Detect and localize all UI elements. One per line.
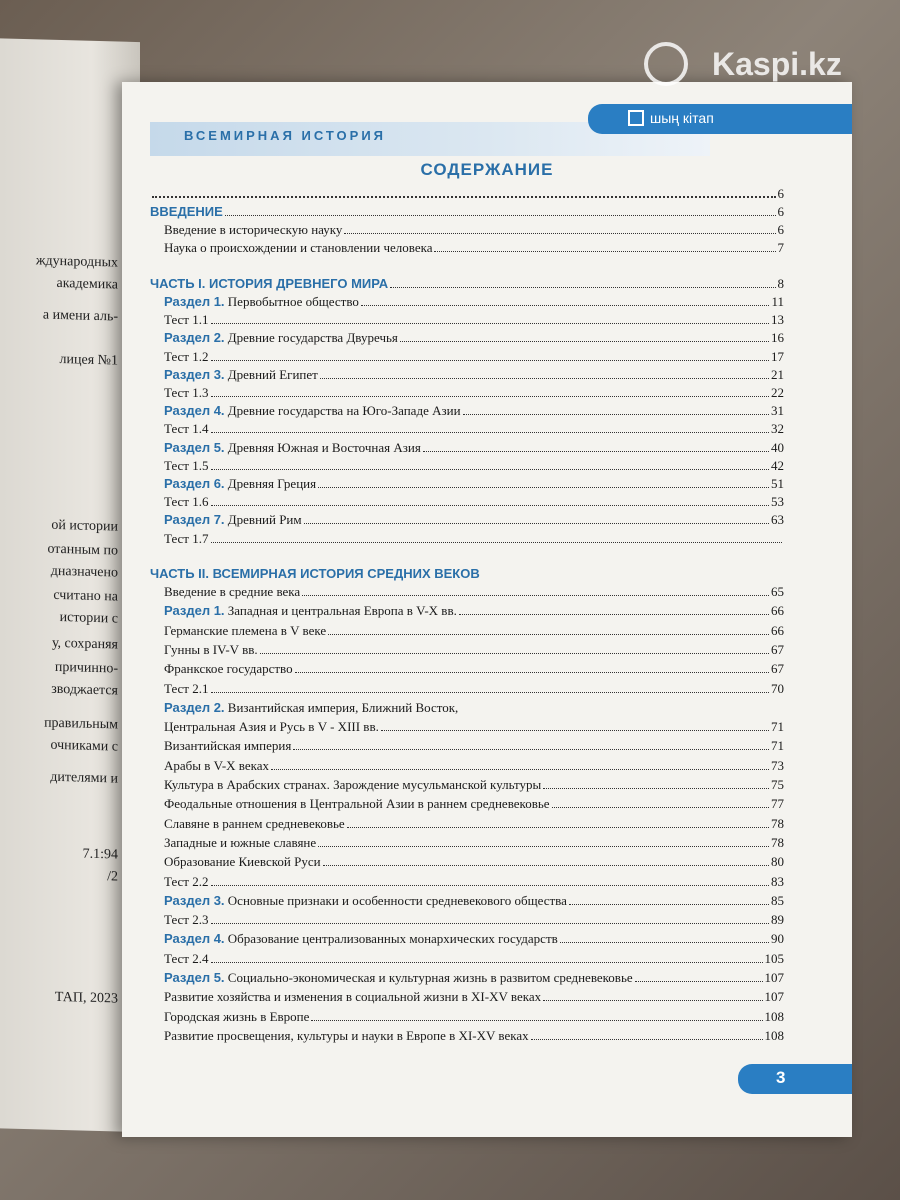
toc-entry-label: Тест 2.4 <box>164 950 209 966</box>
toc-entry-label: ЧАСТЬ II. ВСЕМИРНАЯ ИСТОРИЯ СРЕДНИХ ВЕКОВ <box>150 566 480 581</box>
toc-page-number: 89 <box>771 912 784 928</box>
toc-entry-label: Древняя Южная и Восточная Азия <box>227 439 421 455</box>
toc-section-number: Раздел 1. <box>164 603 225 619</box>
toc-entry-label: Византийская империя, Ближний Восток, <box>227 699 459 715</box>
dot-leader <box>423 451 769 452</box>
book-logo-icon <box>628 110 644 126</box>
toc-entry <box>150 566 784 581</box>
dot-leader <box>434 251 775 252</box>
toc-entry <box>164 835 784 851</box>
dot-leader <box>320 378 769 379</box>
toc-entry-label: Тест 1.7 <box>164 530 209 546</box>
toc-entry-label: Наука о происхождении и становлении человека <box>164 240 433 255</box>
kaspi-logo-icon <box>644 42 688 86</box>
toc-entry-label: Образование Киевской Руси <box>164 854 321 870</box>
toc-entry <box>164 681 784 697</box>
dot-leader <box>304 523 769 524</box>
publisher-badge <box>588 104 852 134</box>
left-page-text-line: отанным по <box>47 541 118 559</box>
left-page-text-line: академика <box>56 275 118 293</box>
dot-leader <box>543 1000 762 1001</box>
dot-leader <box>293 749 769 750</box>
toc-page-number: 78 <box>771 834 784 850</box>
toc-entry <box>164 661 784 677</box>
toc-entry <box>164 403 784 419</box>
toc-entry-label: ЧАСТЬ I. ИСТОРИЯ ДРЕВНЕГО МИРА <box>150 276 389 291</box>
dot-leader <box>211 323 770 324</box>
toc-entry-label: Древняя Греция <box>227 476 317 491</box>
toc-entry-label: Славяне в раннем средневековье <box>164 815 345 831</box>
toc-page-number: 66 <box>771 622 784 638</box>
toc-page-number: 80 <box>771 854 784 870</box>
dot-leader <box>211 396 770 397</box>
toc-entry <box>164 816 784 832</box>
toc-page-number: 8 <box>777 276 784 291</box>
toc-entry <box>164 330 784 346</box>
toc-entry <box>164 700 784 716</box>
toc-entry-label: Развитие хозяйства и изменения в социальной жизни в XI-XV веках <box>164 989 542 1005</box>
dot-leader <box>211 542 783 543</box>
toc-page-number: 77 <box>771 796 784 812</box>
left-page-text-line: ой истории <box>51 517 118 535</box>
toc-entry-label: Тест 1.4 <box>164 421 209 437</box>
toc-page-number: 51 <box>771 476 784 491</box>
left-page-text-line: дителями и <box>50 769 118 787</box>
publisher-name: шың кітап <box>650 110 714 126</box>
left-page-text-line: ТАП, 2023 <box>54 989 118 1007</box>
left-page-text-line: лицея №1 <box>59 351 118 369</box>
dot-leader <box>318 846 769 847</box>
toc-entry <box>164 623 784 639</box>
page-number: 3 <box>776 1068 786 1087</box>
left-page-text-line: правильным <box>44 715 118 733</box>
toc-page-number: 71 <box>771 719 784 735</box>
left-page-text-line: ждународных <box>35 253 118 271</box>
toc-entry <box>150 186 784 202</box>
toc-entry <box>150 204 784 220</box>
left-page-text-line: у, сохраняя <box>51 635 118 653</box>
dot-leader <box>318 487 769 488</box>
toc-entry <box>164 458 784 474</box>
dot-leader <box>211 923 770 924</box>
toc-entry <box>164 989 784 1005</box>
toc-entry <box>164 777 784 793</box>
toc-section-number: Раздел 4. <box>164 403 225 419</box>
toc-entry <box>164 240 784 256</box>
toc-page-number: 85 <box>771 892 784 908</box>
toc-entry-label: Образование централизованных монархических государств <box>227 931 558 947</box>
toc-section-number: Раздел 3. <box>164 366 225 382</box>
toc-page-number: 70 <box>771 680 784 696</box>
left-page-text-line: /2 <box>107 869 118 885</box>
toc-entry <box>164 584 784 600</box>
dot-leader <box>323 865 769 866</box>
toc-page-number: 31 <box>771 403 784 419</box>
toc-entry-label: Древние государства на Юго-Западе Азии <box>227 403 461 419</box>
toc-entry <box>164 1028 784 1044</box>
toc-entry <box>164 421 784 437</box>
dot-leader <box>211 505 770 506</box>
toc-entry <box>164 367 784 383</box>
dot-leader <box>552 807 769 808</box>
watermark-text: Kaspi.kz <box>712 46 842 82</box>
toc-page-number: 40 <box>771 439 784 455</box>
toc-page-number: 73 <box>771 757 784 773</box>
toc-entry-label: Первобытное общество <box>227 294 359 309</box>
toc-entry-label: Византийская империя <box>164 738 292 754</box>
toc-page-number: 83 <box>771 873 784 889</box>
toc-section-number: Раздел 2. <box>164 699 225 715</box>
toc-entry <box>164 912 784 928</box>
toc-entry <box>150 276 784 292</box>
toc-page-number: 67 <box>771 641 784 657</box>
left-page-text-line: 7.1:94 <box>82 846 118 863</box>
dot-leader <box>569 904 769 905</box>
toc-entry <box>164 719 784 735</box>
dot-leader <box>295 672 769 673</box>
dot-leader <box>211 360 770 361</box>
toc-section-number: Раздел 6. <box>164 476 225 491</box>
dot-leader <box>361 305 770 306</box>
toc-section-number: Раздел 5. <box>164 439 225 455</box>
toc-entry-label: Тест 1.2 <box>164 348 209 364</box>
toc-entry <box>164 512 784 528</box>
dot-leader <box>211 692 770 693</box>
toc-entry <box>164 931 784 947</box>
toc-entry-label: Арабы в V-X веках <box>164 757 270 773</box>
toc-section-number: Раздел 3. <box>164 892 225 908</box>
toc-entry <box>164 854 784 870</box>
toc-entry-label: Развитие просвещения, культуры и науки в Европе в XI-XV веках <box>164 1027 529 1043</box>
toc-section-number: Раздел 4. <box>164 931 225 947</box>
dot-leader <box>463 414 769 415</box>
dot-leader <box>344 233 775 234</box>
toc-entry-label: Тест 2.3 <box>164 912 209 928</box>
toc-page-number: 108 <box>764 1027 784 1043</box>
toc-page-number: 63 <box>771 512 784 528</box>
dot-leader <box>211 962 763 963</box>
toc-entry-label: Введение в средние века <box>164 584 301 599</box>
toc-entry <box>164 738 784 754</box>
dot-leader <box>211 885 770 886</box>
dot-leader <box>152 196 776 198</box>
toc-entry <box>164 603 784 619</box>
toc-title: СОДЕРЖАНИЕ <box>420 160 554 179</box>
dot-leader <box>459 614 769 615</box>
toc-entry <box>164 385 784 401</box>
toc-page-number: 6 <box>777 222 784 237</box>
left-book-page <box>0 38 140 1132</box>
toc-page-number: 71 <box>771 738 784 754</box>
toc-entry-label: Западная и центральная Европа в V-X вв. <box>227 603 457 619</box>
toc-section-number: Раздел 1. <box>164 294 225 309</box>
toc-entry <box>164 312 784 328</box>
toc-page-number: 16 <box>771 330 784 346</box>
toc-entry-label: Тест 1.6 <box>164 494 209 510</box>
toc-page-number: 107 <box>764 989 784 1005</box>
toc-entry <box>164 222 784 238</box>
toc-entry <box>164 796 784 812</box>
toc-page-number: 105 <box>764 950 784 966</box>
dot-leader <box>635 981 763 982</box>
toc-section-number: Раздел 5. <box>164 970 225 985</box>
dot-leader <box>271 769 769 770</box>
toc-page-number: 11 <box>771 294 784 309</box>
toc-page-number: 13 <box>771 312 784 328</box>
toc-page-number: 108 <box>764 1008 784 1024</box>
page-number-tab <box>738 1064 852 1094</box>
toc-entry-label: Городская жизнь в Европе <box>164 1008 310 1024</box>
toc-entry <box>164 874 784 890</box>
toc-page-number: 21 <box>771 366 784 382</box>
toc-page-number: 22 <box>771 385 784 400</box>
toc-page-number: 78 <box>771 815 784 831</box>
toc-page-number: 53 <box>771 494 784 510</box>
left-page-text-line: дназначено <box>50 563 118 581</box>
toc-entry-label: Древний Египет <box>227 366 318 382</box>
toc-entry <box>164 349 784 365</box>
toc-section-number: Раздел 7. <box>164 512 225 528</box>
dot-leader <box>302 595 769 596</box>
toc-page-number: 6 <box>777 186 784 201</box>
dot-leader <box>531 1039 763 1040</box>
toc-entry-label: Тест 1.1 <box>164 312 209 328</box>
toc-entry-label: Древний Рим <box>227 512 302 528</box>
toc-entry-label: ВВЕДЕНИЕ <box>150 204 223 219</box>
dot-leader <box>211 432 770 433</box>
toc-page-number: 90 <box>771 931 784 947</box>
toc-page-number: 75 <box>771 777 784 792</box>
toc-page-number: 66 <box>771 603 784 619</box>
toc-page-number: 42 <box>771 457 784 473</box>
toc-entry-label: Тест 2.1 <box>164 680 209 696</box>
toc-page-number: 65 <box>771 584 784 599</box>
toc-entry-label: Центральная Азия и Русь в V - XIII вв. <box>164 719 379 735</box>
dot-leader <box>311 1020 762 1021</box>
toc-page-number: 107 <box>764 970 784 985</box>
toc-entry <box>164 476 784 492</box>
toc-entry-label: Франкское государство <box>164 661 293 677</box>
dot-leader <box>260 653 769 654</box>
toc-entry <box>164 531 784 547</box>
toc-entry-label: Феодальные отношения в Центральной Азии в раннем средневековье <box>164 796 550 812</box>
toc-entry <box>164 970 784 986</box>
toc-entry-label: Основные признаки и особенности средневекового общества <box>227 892 567 908</box>
toc-entry <box>164 294 784 310</box>
series-title: ВСЕМИРНАЯ ИСТОРИЯ <box>184 128 387 143</box>
left-page-text-line: зводжается <box>51 681 118 699</box>
toc-page-number: 32 <box>771 421 784 437</box>
dot-leader <box>400 341 769 342</box>
toc-entry-label: Тест 1.5 <box>164 457 209 473</box>
left-page-text-line: а имени аль- <box>42 307 118 325</box>
toc-entry-label: Западные и южные славяне <box>164 834 317 850</box>
dot-leader <box>347 827 769 828</box>
toc-section-number: Раздел 2. <box>164 330 225 346</box>
toc-entry <box>164 758 784 774</box>
toc-page-number: 7 <box>777 240 784 255</box>
toc-entry-label: Гунны в IV-V вв. <box>164 641 258 657</box>
toc-entry-label: Древние государства Двуречья <box>227 330 398 346</box>
dot-leader <box>225 215 776 216</box>
toc-entry <box>164 893 784 909</box>
watermark <box>642 40 892 90</box>
toc-page-number: 17 <box>771 348 784 364</box>
toc-entry <box>164 1009 784 1025</box>
dot-leader <box>328 634 769 635</box>
left-page-text-line: очниками с <box>50 737 118 755</box>
dot-leader <box>543 788 769 789</box>
toc-entry <box>164 951 784 967</box>
toc-entry <box>164 494 784 510</box>
dot-leader <box>381 730 769 731</box>
toc-entry <box>164 440 784 456</box>
toc-entry-label: Социально-экономическая и культурная жизнь в развитом средневековье <box>227 970 633 985</box>
right-book-page <box>122 82 852 1137</box>
toc-page-number: 67 <box>771 661 784 677</box>
toc-entry <box>164 642 784 658</box>
dot-leader <box>560 942 769 943</box>
toc-entry-label: Введение в историческую науку <box>164 222 343 237</box>
toc-page-number: 6 <box>777 204 784 219</box>
toc-entry-label: Культура в Арабских странах. Зарождение мусульманской культуры <box>164 777 542 792</box>
left-page-text-line: истории с <box>59 609 118 627</box>
left-page-text-line: считано на <box>53 587 118 605</box>
toc-entry-label: Германские племена в V веке <box>164 622 327 638</box>
toc-entry-label: Тест 1.3 <box>164 385 209 400</box>
dot-leader <box>211 469 770 470</box>
dot-leader <box>390 287 775 288</box>
left-page-text-line: причинно- <box>54 659 118 677</box>
toc-entry-label: Тест 2.2 <box>164 873 209 889</box>
